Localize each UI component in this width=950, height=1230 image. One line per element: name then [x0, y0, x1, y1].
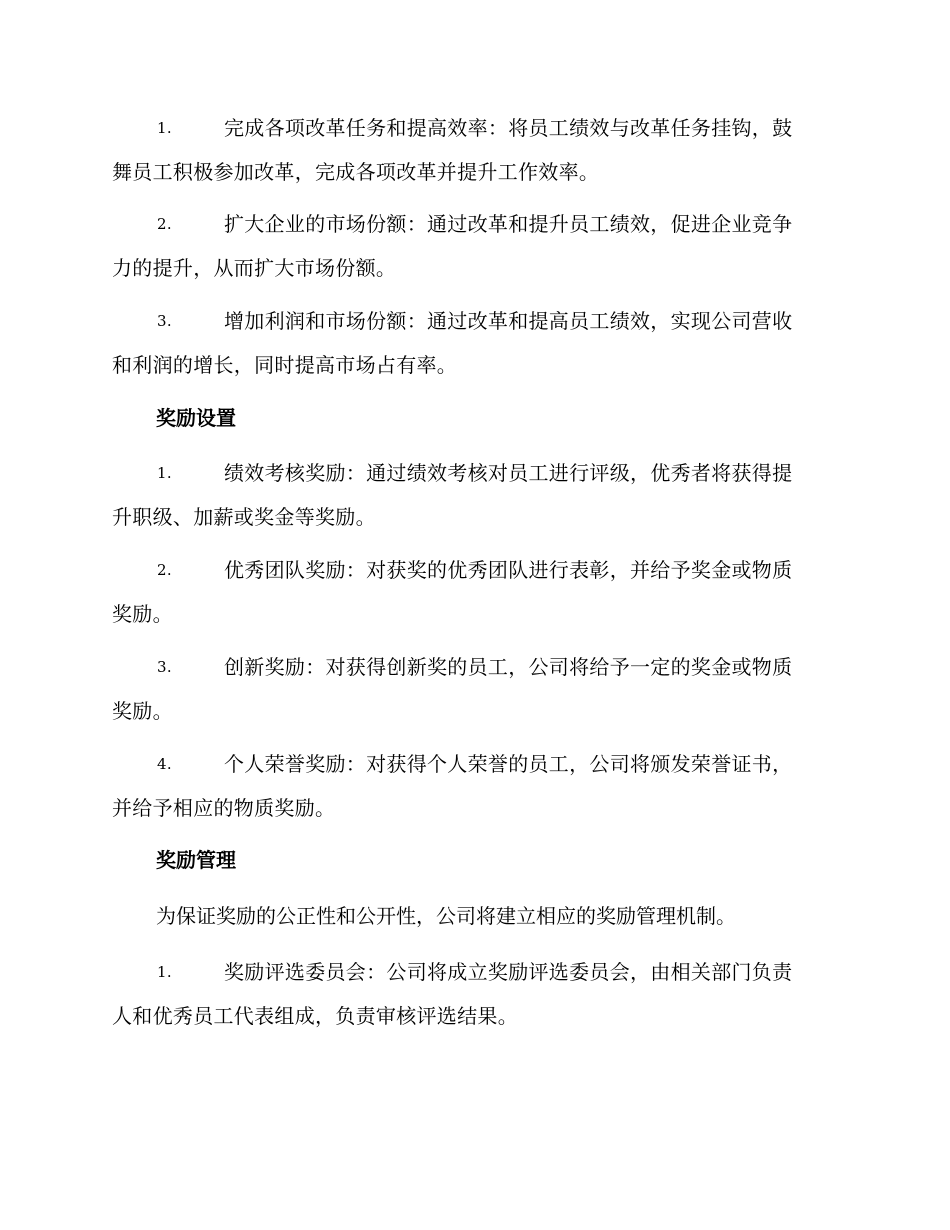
list-text-line2: 奖励。 [112, 699, 173, 723]
list-text-line1: 创新奖励：对获得创新奖的员工，公司将给予一定的奖金或物质 [224, 655, 793, 679]
section-heading-reward-management: 奖励管理 [156, 848, 236, 872]
list-text-line2: 奖励。 [112, 602, 173, 626]
list-text-line1: 完成各项改革任务和提高效率：将员工绩效与改革任务挂钩，鼓 [224, 116, 793, 140]
list-item [112, 548, 832, 636]
list-item [112, 950, 832, 1038]
list-text-line1: 奖励评选委员会：公司将成立奖励评选委员会，由相关部门负责 [224, 960, 793, 984]
list-text-line2: 人和优秀员工代表组成，负责审核评选结果。 [112, 1004, 518, 1028]
list-number: 2. [157, 215, 172, 233]
list-text-line1: 优秀团队奖励：对获奖的优秀团队进行表彰，并给予奖金或物质 [224, 558, 793, 582]
list-item [112, 202, 832, 290]
list-text-line2: 舞员工积极参加改革，完成各项改革并提升工作效率。 [112, 160, 600, 184]
list-text-line1: 个人荣誉奖励：对获得个人荣誉的员工，公司将颁发荣誉证书， [224, 752, 793, 776]
list-text-line2: 并给予相应的物质奖励。 [112, 796, 336, 820]
list-item [112, 451, 832, 539]
list-number: 3. [157, 312, 172, 330]
list-number: 1. [157, 963, 172, 981]
list-item [112, 742, 832, 830]
list-number: 3. [157, 658, 172, 676]
list-text-line2: 升职级、加薪或奖金等奖励。 [112, 505, 376, 529]
list-item [112, 106, 832, 194]
list-item [112, 645, 832, 733]
list-number: 1. [157, 119, 172, 137]
list-text-line1: 增加利润和市场份额：通过改革和提高员工绩效，实现公司营收 [224, 309, 793, 333]
list-item [112, 299, 832, 387]
list-text-line2: 力的提升，从而扩大市场份额。 [112, 256, 397, 280]
list-number: 4. [157, 755, 172, 773]
list-number: 1. [157, 464, 172, 482]
section-intro-paragraph: 为保证奖励的公正性和公开性，公司将建立相应的奖励管理机制。 [156, 904, 736, 928]
section-heading-reward-settings: 奖励设置 [156, 406, 236, 430]
list-text-line1: 绩效考核奖励：通过绩效考核对员工进行评级，优秀者将获得提 [224, 461, 793, 485]
list-text-line1: 扩大企业的市场份额：通过改革和提升员工绩效，促进企业竞争 [224, 212, 793, 236]
list-text-line2: 和利润的增长，同时提高市场占有率。 [112, 353, 458, 377]
list-number: 2. [157, 561, 172, 579]
